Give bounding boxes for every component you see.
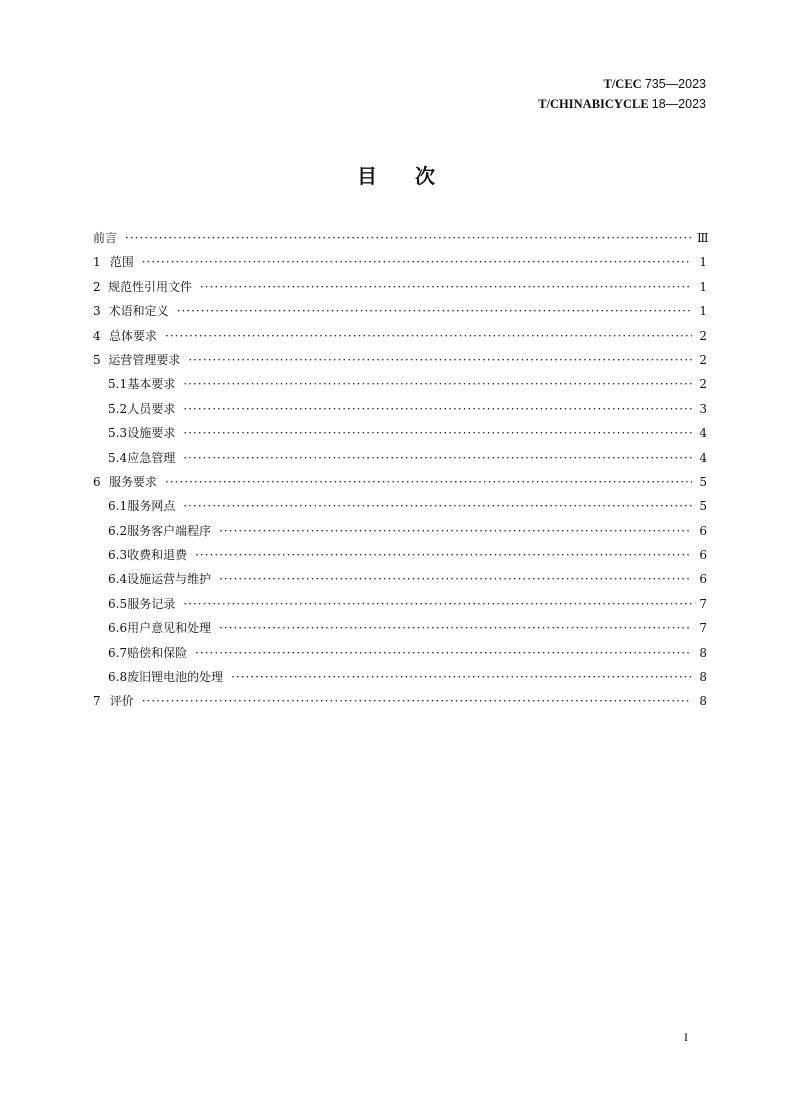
toc-entry-page: 5 <box>699 474 707 489</box>
toc-dot-leader <box>183 421 692 445</box>
toc-entry[interactable] <box>93 446 707 470</box>
toc-entry[interactable] <box>93 324 707 348</box>
toc-entry[interactable] <box>93 616 707 640</box>
toc-entry[interactable] <box>93 299 707 323</box>
toc-entry[interactable] <box>93 494 707 518</box>
toc-entry-number: 2 <box>93 279 101 294</box>
toc-entry-number: 5.1 <box>108 377 128 392</box>
toc-dot-leader <box>177 299 692 323</box>
toc-entry-page: 1 <box>699 255 707 270</box>
toc-entry[interactable] <box>93 421 707 445</box>
toc-dot-leader <box>183 446 692 470</box>
toc-entry-page: 7 <box>699 621 707 636</box>
toc-entry-page: 4 <box>699 426 707 441</box>
toc-entry-page: 2 <box>699 377 707 392</box>
toc-entry[interactable] <box>93 543 707 567</box>
toc-dot-leader <box>125 226 692 250</box>
toc-entry-number: 6.2 <box>108 523 128 538</box>
toc-entry-page: 7 <box>699 596 707 611</box>
toc-entry-label: 设施要求 <box>127 426 176 441</box>
toc-entry-label: 规范性引用文件 <box>107 279 192 294</box>
document-code-block <box>538 74 706 114</box>
toc-entry-number: 6.3 <box>108 548 128 563</box>
toc-entry-label: 服务记录 <box>127 596 176 611</box>
toc-entry-page: 2 <box>699 352 707 367</box>
document-code-line <box>538 94 706 114</box>
toc-entry-number: 6 <box>93 474 101 489</box>
toc-dot-leader <box>188 348 692 372</box>
toc-entry-label: 运营管理要求 <box>108 352 181 367</box>
toc-entry-label: 应急管理 <box>127 450 176 465</box>
page-title <box>0 160 792 189</box>
toc-entry-label: 收费和退费 <box>127 548 188 563</box>
toc-entry-number: 6.8 <box>108 670 128 685</box>
toc-entry-page: 1 <box>699 304 707 319</box>
toc-dot-leader <box>219 616 692 640</box>
toc-dot-leader <box>183 397 692 421</box>
toc-entry-page: Ⅲ <box>697 231 709 245</box>
toc-entry-label: 术语和定义 <box>108 304 169 319</box>
toc-entry-label: 赔偿和保险 <box>127 645 188 660</box>
toc-entry-label: 评价 <box>109 694 134 709</box>
toc-entry-page: 8 <box>699 645 707 660</box>
toc-dot-leader <box>195 641 692 665</box>
toc-entry-page: 6 <box>699 523 707 538</box>
toc-entry[interactable] <box>93 470 707 494</box>
page-number: I <box>684 1030 688 1044</box>
toc-entry-number: 3 <box>93 304 101 319</box>
toc-entry-page: 4 <box>699 450 707 465</box>
toc-entry[interactable] <box>93 250 707 274</box>
toc-entry-page: 3 <box>699 401 707 416</box>
toc-entry-number: 6.4 <box>108 572 128 587</box>
toc-entry[interactable] <box>93 397 707 421</box>
toc-entry-label: 用户意见和处理 <box>127 621 212 636</box>
toc-entry-number: 5.4 <box>108 450 128 465</box>
toc-entry-page: 1 <box>699 279 707 294</box>
toc-entry[interactable] <box>93 519 707 543</box>
toc-entry[interactable] <box>93 665 707 689</box>
toc-entry-label: 范围 <box>109 255 134 270</box>
document-code-number: 735—2023 <box>644 77 706 91</box>
toc-entry-page: 5 <box>699 499 707 514</box>
toc-dot-leader <box>183 592 692 616</box>
toc-entry-page: 8 <box>699 670 707 685</box>
toc-entry-number: 7 <box>93 694 101 709</box>
toc-entry-page: 6 <box>699 548 707 563</box>
toc-dot-leader <box>183 372 692 396</box>
toc-entry-number: 5.3 <box>108 426 128 441</box>
toc-dot-leader <box>142 689 692 713</box>
toc-entry-number: 6.6 <box>108 621 128 636</box>
toc-dot-leader <box>183 494 692 518</box>
document-code-prefix: T/CHINABICYCLE <box>538 97 649 111</box>
document-code-line <box>538 74 706 94</box>
document-code-number: 18—2023 <box>651 97 706 111</box>
toc-entry-label: 基本要求 <box>127 377 176 392</box>
toc-entry-label: 服务客户端程序 <box>127 523 212 538</box>
table-of-contents <box>93 226 707 714</box>
toc-entry-label: 设施运营与维护 <box>127 572 212 587</box>
toc-entry[interactable] <box>93 348 707 372</box>
toc-dot-leader <box>195 543 692 567</box>
toc-entry[interactable] <box>93 372 707 396</box>
toc-entry[interactable] <box>93 592 707 616</box>
toc-entry-label: 前言 <box>93 231 118 245</box>
toc-entry-page: 6 <box>699 572 707 587</box>
toc-dot-leader <box>219 519 692 543</box>
toc-entry-number: 6.1 <box>108 499 128 514</box>
toc-entry-label: 服务要求 <box>109 474 158 489</box>
toc-entry-number: 1 <box>93 255 101 270</box>
toc-entry-page: 2 <box>699 328 707 343</box>
toc-entry[interactable] <box>93 275 707 299</box>
page-title-char: 目 <box>357 164 377 188</box>
toc-entry-number: 6.5 <box>108 596 128 611</box>
toc-entry-label: 总体要求 <box>109 328 158 343</box>
toc-entry[interactable] <box>93 641 707 665</box>
toc-entry-label: 人员要求 <box>127 401 176 416</box>
toc-entry-label: 废旧锂电池的处理 <box>127 670 224 685</box>
toc-dot-leader <box>200 275 692 299</box>
document-code-prefix: T/CEC <box>603 77 642 91</box>
toc-dot-leader <box>231 665 692 689</box>
toc-entry-number: 6.7 <box>108 645 128 660</box>
toc-entry-label: 服务网点 <box>127 499 176 514</box>
page-title-char: 次 <box>415 164 435 188</box>
toc-dot-leader <box>219 567 692 591</box>
toc-entry[interactable] <box>93 567 707 591</box>
toc-entry[interactable] <box>93 689 707 713</box>
toc-dot-leader <box>165 324 692 348</box>
toc-entry-number: 5 <box>93 352 101 367</box>
toc-entry-page: 8 <box>699 694 707 709</box>
toc-entry-number: 5.2 <box>108 401 128 416</box>
toc-dot-leader <box>142 250 692 274</box>
toc-entry-number: 4 <box>93 328 101 343</box>
toc-entry[interactable] <box>93 226 707 250</box>
toc-dot-leader <box>165 470 692 494</box>
